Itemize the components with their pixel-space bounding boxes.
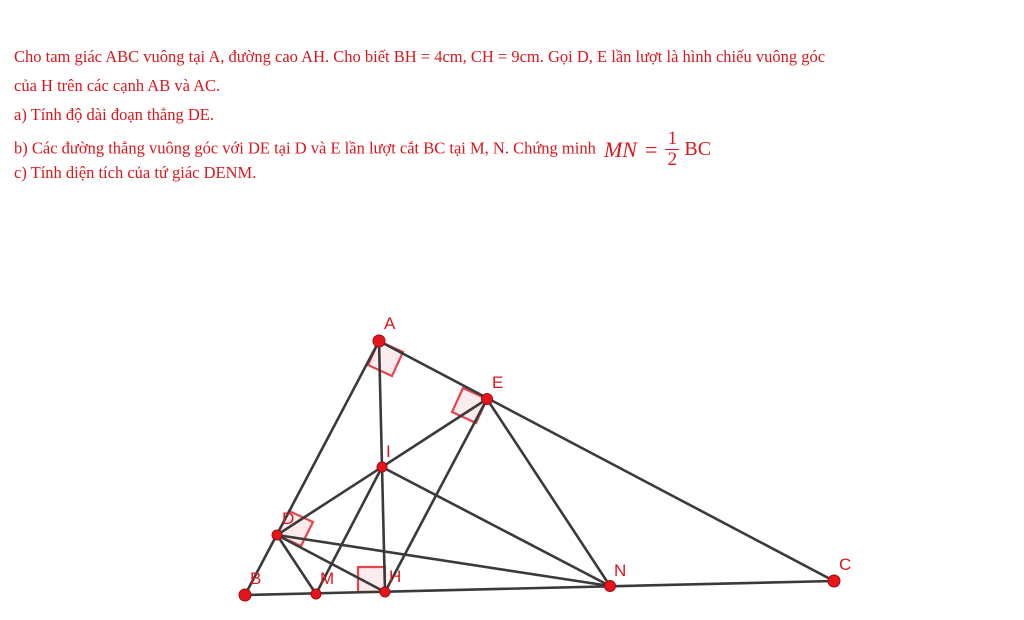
label-c: C (839, 555, 852, 574)
point-d (272, 530, 282, 540)
right-angle-mark-a (368, 341, 403, 376)
problem-line-1: Cho tam giác ABC vuông tại A, đường cao AH. Cho biết BH = 4cm, CH = 9cm. Gọi D, E lần lượt là hình chiếu vuông góc (14, 47, 826, 66)
segment-ac (379, 341, 834, 581)
segment-ab (245, 341, 379, 595)
point-h (380, 587, 390, 597)
label-h: H (389, 567, 402, 586)
problem-part-c: c) Tính diện tích của tứ giác DENM. (14, 163, 257, 182)
label-a: A (384, 314, 396, 333)
fraction-numerator: 1 (667, 128, 678, 149)
formula-rhs: BC (684, 138, 712, 160)
point-n (605, 581, 616, 592)
point-m (311, 589, 321, 599)
problem-line-2: của H trên các cạnh AB và AC. (14, 76, 221, 95)
label-m: M (320, 569, 335, 588)
point-a (373, 335, 385, 347)
problem-part-a: a) Tính độ dài đoạn thẳng DE. (14, 105, 214, 124)
fraction-denominator: 2 (667, 149, 678, 170)
problem-part-b-text: b) Các đường thẳng vuông góc với DE tại D và E lần lượt cắt BC tại M, N. Chứng minh (14, 138, 596, 158)
point-c (828, 575, 840, 587)
point-i (377, 462, 387, 472)
label-b: B (250, 569, 262, 588)
label-d: D (282, 509, 295, 528)
label-i: I (386, 442, 391, 461)
label-n: N (614, 561, 627, 580)
formula-lhs: MN (603, 137, 637, 162)
label-e: E (492, 373, 504, 392)
segment-en (487, 399, 610, 586)
formula-equals: = (644, 137, 658, 162)
point-b (239, 589, 251, 601)
point-e (482, 394, 493, 405)
